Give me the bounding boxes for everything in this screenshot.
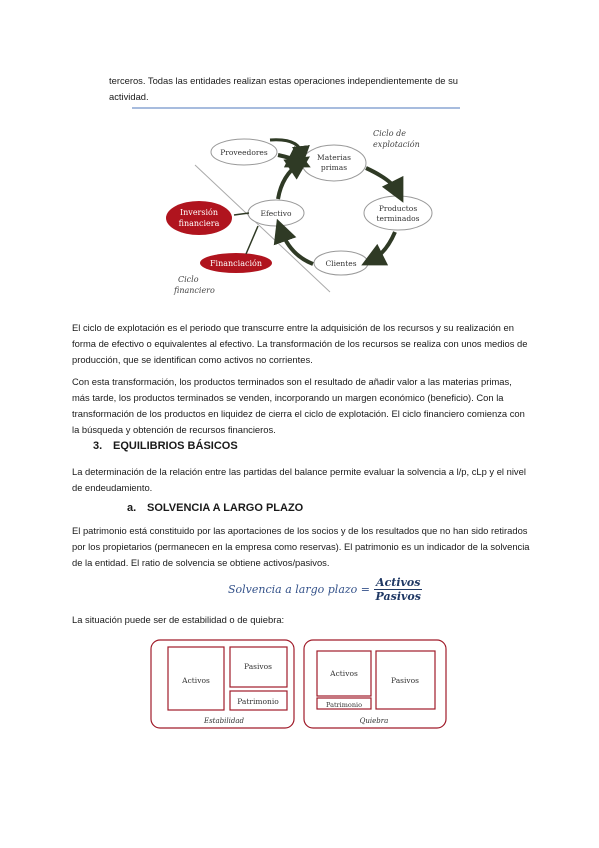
formula-denominator: Pasivos bbox=[375, 590, 421, 603]
arrow-proveedores-materias bbox=[278, 155, 300, 162]
section-3-number: 3. bbox=[93, 440, 103, 452]
quiebra-activos-label: Activos bbox=[330, 669, 358, 678]
economic-cycle-diagram bbox=[0, 0, 599, 310]
arrow-productos-clientes bbox=[372, 232, 395, 260]
ciclo-financiero-label-2: financiero bbox=[174, 286, 215, 295]
efectivo-label: Efectivo bbox=[260, 209, 292, 218]
ciclo-explotacion-label-1: Ciclo de bbox=[373, 129, 406, 138]
estabilidad-activos-label: Activos bbox=[182, 676, 210, 685]
quiebra-patrimonio-label: Patrimonio bbox=[325, 701, 363, 709]
paragraph-situacion: La situación puede ser de estabilidad o de quiebra: bbox=[72, 614, 285, 625]
inversion-financiera-label-2: financiera bbox=[178, 219, 220, 228]
formula-numerator: Activos bbox=[376, 576, 421, 589]
solvency-formula bbox=[228, 576, 422, 603]
productos-terminados-label-2: terminados bbox=[376, 214, 420, 223]
link-efectivo-inversion bbox=[234, 213, 249, 215]
clientes-label: Clientes bbox=[325, 259, 357, 268]
paragraph-transformacion: Con esta transformación, los productos terminados son el resultado de añadir valor a las materias primas, más tarde, los productos terminados se venden, incorporando un margen económico (beneficio). Con la transformación de los productos en liquidez de cierra el ciclo de explotación. El ciclo financiero comienza con la búsqueda y obtención de recursos financieros. bbox=[72, 376, 525, 435]
inversion-financiera-node bbox=[166, 201, 232, 235]
quiebra-pasivos-label: Pasivos bbox=[390, 676, 420, 685]
paragraph-patrimonio: El patrimonio está constituido por las aportaciones de los socios y de los resultados que no han sido retirados por los propietarios (permanecen en la empresa como reservas). El patrimonio es un indicador de la solvencia de la entidad. El ratio de solvencia se obtiene activos/pasivos. bbox=[72, 525, 530, 568]
arrow-clientes-efectivo bbox=[281, 230, 313, 264]
materias-primas-label-2: primas bbox=[320, 163, 348, 172]
arrow-materias-productos bbox=[366, 168, 398, 192]
financiacion-label: Financiación bbox=[210, 259, 262, 268]
estabilidad-pasivos-label: Pasivos bbox=[243, 662, 273, 671]
ciclo-explotacion-label-2: explotación bbox=[373, 140, 420, 149]
ciclo-financiero-label-1: Ciclo bbox=[178, 275, 199, 284]
formula-lhs: Solvencia a largo plazo = bbox=[228, 583, 371, 596]
intro-line-2: actividad. bbox=[109, 91, 149, 102]
productos-terminados-node bbox=[364, 196, 432, 230]
intro-line-1: terceros. Todas las entidades realizan estas operaciones independientemente de su bbox=[109, 75, 459, 86]
arrow-efectivo-materias bbox=[278, 163, 300, 199]
inversion-financiera-label-1: Inversión bbox=[179, 208, 219, 217]
balance-diagram bbox=[150, 638, 450, 730]
link-efectivo-financiacion bbox=[246, 226, 258, 254]
formula-fraction bbox=[374, 576, 422, 603]
paragraph-ciclo-explotacion: El ciclo de explotación es el periodo que transcurre entre la adquisición de los recursos y su realización en forma de efectivo o equivalentes al efectivo. La transformación de los recursos se realiza con unos medios de producción, que se identifican como activos no corrientes. bbox=[72, 322, 528, 365]
proveedores-label: Proveedores bbox=[220, 148, 268, 157]
subsection-a-title: SOLVENCIA A LARGO PLAZO bbox=[147, 502, 304, 514]
quiebra-caption: Quiebra bbox=[359, 717, 389, 725]
section-3-title: EQUILIBRIOS BÁSICOS bbox=[113, 440, 238, 452]
estabilidad-caption: Estabilidad bbox=[203, 717, 245, 725]
productos-terminados-label-1: Productos bbox=[378, 204, 418, 213]
estabilidad-patrimonio-label: Patrimonio bbox=[237, 697, 279, 706]
materias-primas-label-1: Materias bbox=[317, 153, 351, 162]
paragraph-determinacion: La determinación de la relación entre las partidas del balance permite evaluar la solvencia a l/p, cLp y el nivel de endeudamiento. bbox=[72, 466, 526, 493]
subsection-a-letter: a. bbox=[127, 502, 137, 514]
